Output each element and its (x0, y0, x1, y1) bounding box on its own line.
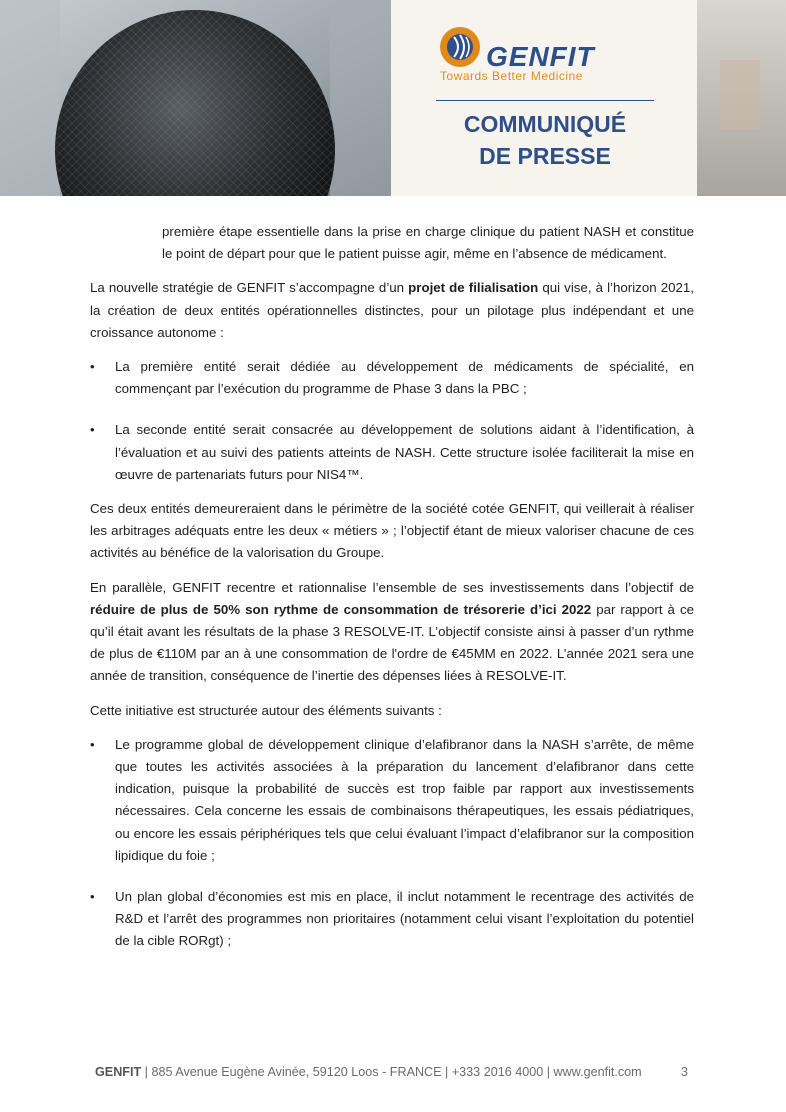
document-title (420, 108, 670, 172)
bold-cash-target: réduire de plus de 50% son rythme de consommation de trésorerie d’ici 2022 (90, 601, 592, 617)
list-item-text: Un plan global d’économies est mis en place, il inclut notamment le recentrage des activités de R&D et l’arrêt des programmes non prioritaires (notamment celui visant l’exploitation du potentiel de la cible RORgt) ; (115, 889, 694, 949)
list-item (90, 419, 694, 486)
genfit-logo (436, 25, 666, 85)
paragraph-cash-burn: En parallèle, GENFIT recentre et rationnalise l’ensemble de ses investissements dans l’objectif de réduire de plus de 50% son rythme de consommation de trésorerie d’ici 2022 par rapport à ce qu’il était avant les résultats de la phase 3 RESOLVE-IT. L’objectif consiste ainsi à passer d’un rythme de plus de €110M par an à une consommation de l'ordre de €45MM en 2022. L’année 2021 sera une année de transition, conséquence de l’inertie des dépenses liées à RESOLVE-IT. (90, 579, 694, 684)
bullet-icon: • (90, 422, 95, 438)
list-item-text: La première entité serait dédiée au développement de médicaments de spécialité, en commençant par l’exécution du programme de Phase 3 dans la PBC ; (115, 359, 694, 397)
header-divider (436, 100, 654, 101)
body-content (90, 221, 694, 953)
title-line-2: DE PRESSE (479, 143, 611, 169)
footer-company: GENFIT (95, 1065, 142, 1079)
bullet-icon: • (90, 359, 95, 375)
list-item (90, 356, 694, 400)
genfit-emblem-icon (436, 25, 486, 69)
bullet-icon: • (90, 736, 95, 752)
header-banner (0, 0, 786, 196)
bullet-icon: • (90, 889, 95, 905)
bold-filialisation: projet de filialisation (408, 280, 539, 296)
footer-address: | 885 Avenue Eugène Avinée, 59120 Loos - FRANCE | +333 2016 4000 | www.genfit.com (141, 1065, 642, 1079)
paragraph-strategy: La nouvelle stratégie de GENFIT s’accompagne d’un projet de filialisation qui vise, à l’horizon 2021, la création de deux entités opérationnelles distinctes, pour un pilotage plus indépendant et une croissance autonome : (90, 280, 694, 340)
page-footer (95, 1065, 695, 1079)
logo-tagline: Towards Better Medicine (440, 69, 583, 83)
paragraph-continued: première étape essentielle dans la prise en charge clinique du patient NASH et constitue le point de départ pour que le patient puisse agir, même en l’absence de médicament. (162, 224, 694, 262)
list-item-text: La seconde entité serait consacrée au développement de solutions aidant à l’identification, à l’évaluation et au suivi des patients atteints de NASH. Cette structure isolée faciliterait la mise en œuvre de partenariats futurs pour NIS4™. (115, 422, 694, 482)
list-item-text: Le programme global de développement clinique d’elafibranor dans la NASH s’arrête, de même que toutes les activités associées à la préparation du lancement d’elafibranor dans cette indication, puisque la probabilité de succès est trop faible par rapport aux investissements nécessaires. Cela concerne les essais de combinaisons thérapeutiques, les essais pédiatriques, ou encore les essais périphériques tels que celui évaluant l’impact d’elafibranor sur la composition lipidique du foie ; (115, 736, 694, 863)
logo-wordmark: GENFIT (486, 41, 595, 72)
paragraph-entities: Ces deux entités demeureraient dans le périmètre de la société cotée GENFIT, qui veillerait à réaliser les arbitrages adéquats entre les deux « métiers » ; l’objectif étant de mieux valoriser chacune de ces activités au bénéfice de la valorisation du Groupe. (90, 501, 694, 561)
title-line-1: COMMUNIQUÉ (463, 111, 627, 137)
paragraph-initiative: Cette initiative est structurée autour des éléments suivants : (90, 702, 442, 718)
page-number: 3 (681, 1065, 689, 1079)
list-item (90, 886, 694, 953)
list-item (90, 734, 694, 867)
